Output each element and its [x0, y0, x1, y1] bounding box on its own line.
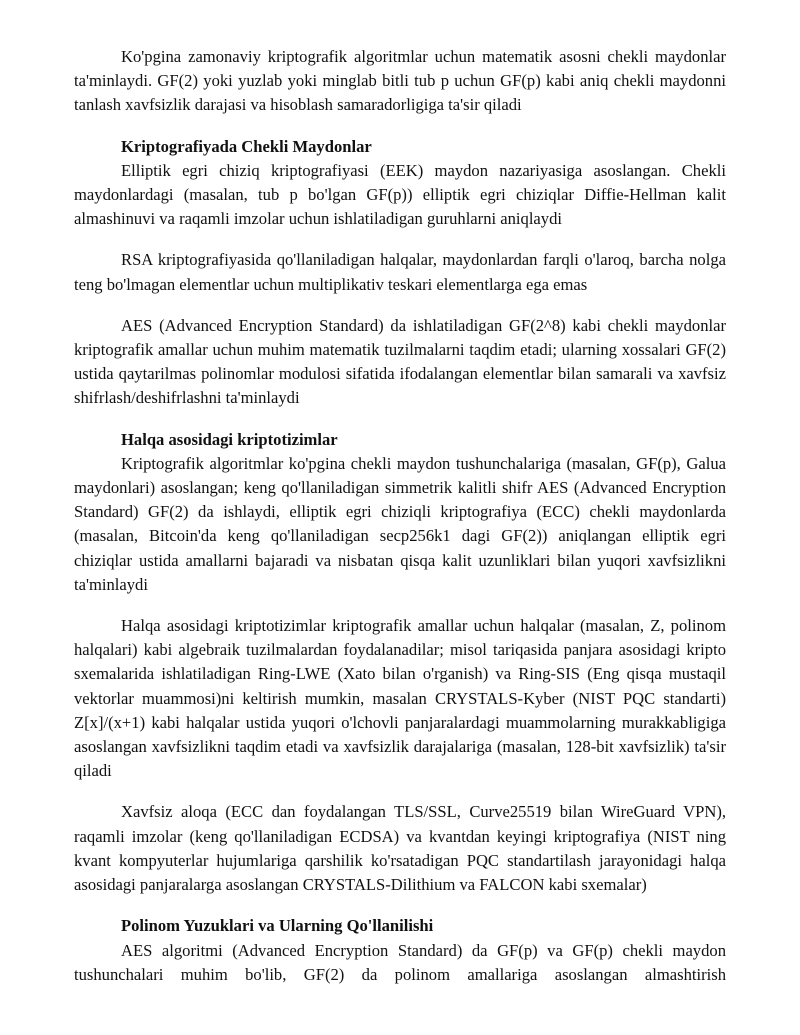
paragraph-gap	[74, 783, 726, 800]
paragraph-gap	[74, 411, 726, 428]
paragraph-gap	[74, 231, 726, 248]
paragraph-crypto-algorithms: Kriptografik algoritmlar ko'pgina chekli maydon tushunchalariga (masalan, GF(p), Galua maydonlari) asoslangan; keng qo'llaniladigan simmetrik kalitli shifr AES (Advanced Encryption Standard) GF(2) da ishlaydi, elliptik egri chiziqli kriptografiya (ECC) chekli maydonlarda (masalan, Bitcoin'da keng qo'llaniladigan secp256k1 dagi GF(2)) aniqlangan elliptik egri chiziqlar ustida amallarni bajaradi va nisbatan qisqa kalit uzunliklari bilan yuqori xavfsizlikni ta'minlaydi	[74, 453, 726, 594]
paragraph-ring-lwe: Halqa asosidagi kriptotizimlar kriptografik amallar uchun halqalar (masalan, Z, polinom halqalari) kabi algebraik tuzilmalardan foydalanadilar; misol tariqasida panjara asosidagi kripto sxemalarida ishlatiladigan Ring-LWE (Xato bilan o'rganish) va Ring-SIS (Eng qisqa mustaqil vektorlar muammosi)ni keltirish mumkin, masalan CRYSTALS-Kyber (NIST PQC standarti) Z[x]/(x+1) kabi halqalar ustida yuqori o'lchovli panjaralardagi muammolarning murakkabligiga asoslangan xavfsizlikni taqdim etadi va xavfsizlik darajalariga (masalan, 128-bit xavfsizlik) ta'sir qiladi	[74, 616, 726, 781]
paragraph-rsa-rings: RSA kriptografiyasida qo'llaniladigan halqalar, maydonlardan farqli o'laroq, barcha nolga teng bo'lmagan elementlar uchun multiplikativ teskari elementlarga ega emas	[74, 250, 726, 294]
section-heading-ring-cryptosystems: Halqa asosidagi kriptotizimlar	[121, 429, 338, 449]
paragraph-gap	[74, 297, 726, 314]
paragraph-gap	[74, 897, 726, 914]
section-heading-finite-fields: Kriptografiyada Chekli Maydonlar	[121, 136, 372, 156]
document-page	[74, 45, 726, 987]
paragraph-aes-polynomial: AES algoritmi (Advanced Encryption Standard) da GF(p) va GF(p) chekli maydon tushunchalari muhim bo'lib, GF(2) da polinom amallariga asoslangan almashtirish	[74, 940, 726, 984]
paragraph-ecc: Elliptik egri chiziq kriptografiyasi (EEK) maydon nazariyasiga asoslangan. Chekli maydonlardagi (masalan, tub p bo'lgan GF(p)) elliptik egri chiziqlar Diffie-Hellman kalit almashinuvi va raqamli imzolar uchun ishlatiladigan guruhlarni aniqlaydi	[74, 160, 726, 229]
paragraph-gap	[74, 118, 726, 135]
section-heading-polynomial-rings: Polinom Yuzuklari va Ularning Qo'llanilishi	[121, 916, 434, 936]
paragraph-secure-communication: Xavfsiz aloqa (ECC dan foydalangan TLS/SSL, Curve25519 bilan WireGuard VPN), raqamli imzolar (keng qo'llaniladigan ECDSA) va kvantdan keyingi kriptografiya (NIST ning kvant kompyuterlar hujumlariga qarshilik ko'rsatadigan PQC standartilash jarayonidagi halqa asosidagi panjaralarga asoslangan CRYSTALS-Dilithium va FALCON kabi sxemalar)	[74, 802, 726, 895]
paragraph-intro: Ko'pgina zamonaviy kriptografik algoritmlar uchun matematik asosni chekli maydonlar ta'minlaydi. GF(2) yoki yuzlab yoki minglab bitli tub p uchun GF(p) kabi aniq chekli maydonni tanlash xavfsizlik darajasi va hisoblash samaradorligiga ta'sir qiladi	[74, 47, 726, 115]
paragraph-gap	[74, 597, 726, 614]
paragraph-aes-fields: AES (Advanced Encryption Standard) da ishlatiladigan GF(2^8) kabi chekli maydonlar kriptografik amallar uchun muhim matematik tuzilmalarni taqdim etadi; ularning xossalari GF(2) ustida qaytarilmas polinomlar modulosi sifatida ifodalangan elementlar bilan samarali va xavfsiz shifrlash/deshifrlashni ta'minlaydi	[74, 315, 726, 408]
